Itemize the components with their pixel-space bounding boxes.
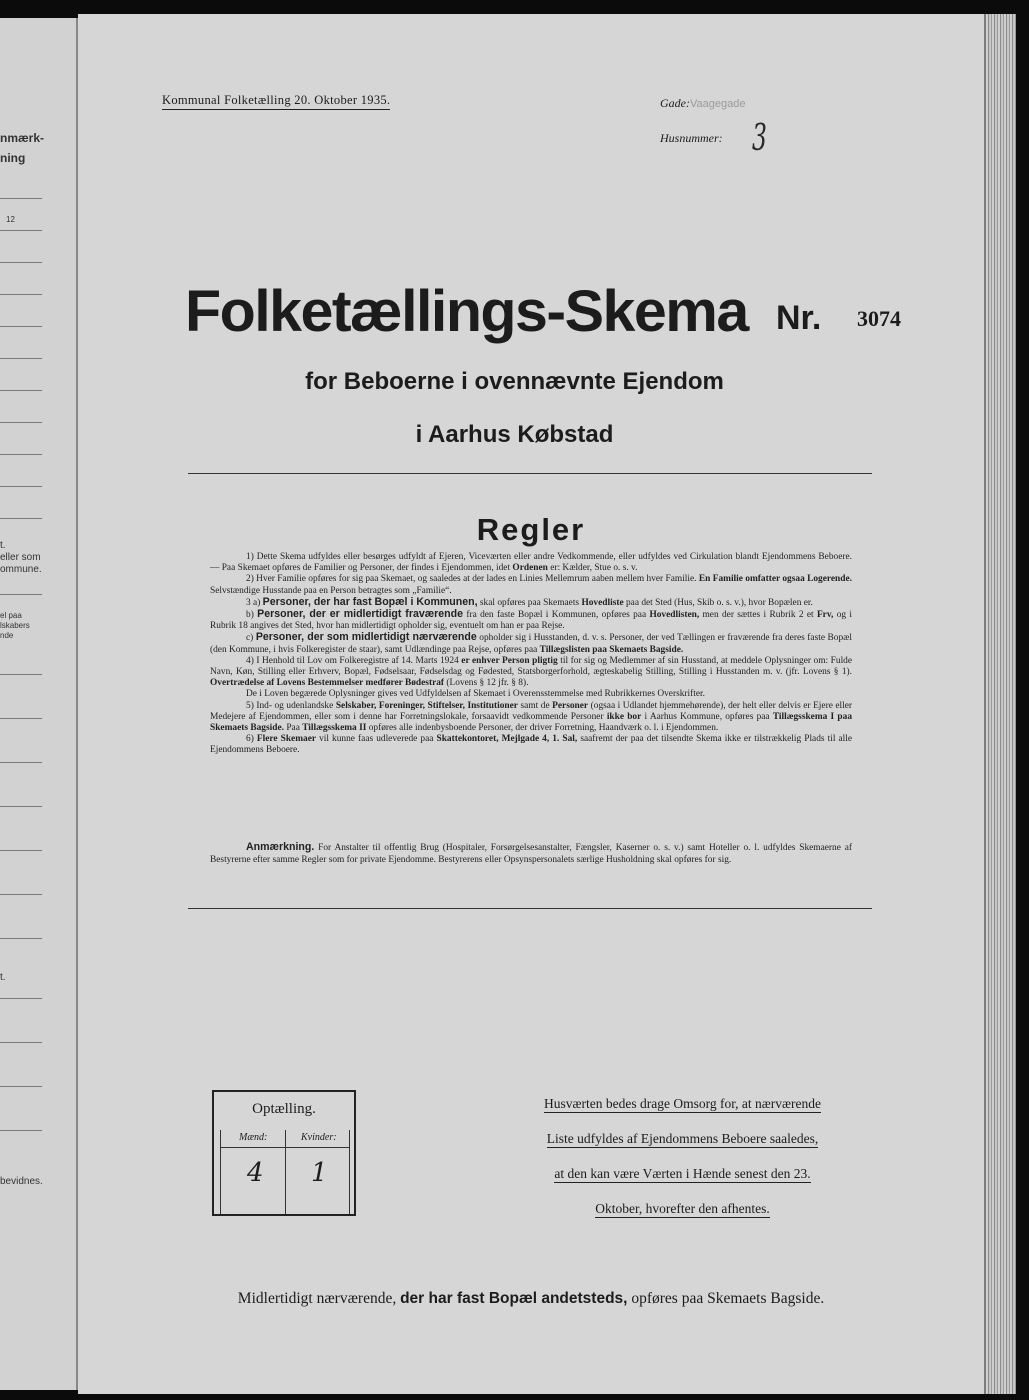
left-page-text: ommune.: [0, 564, 42, 575]
host-notice-line: Liste udfyldes af Ejendommens Beboere saaledes,: [546, 1131, 819, 1146]
rule-4: 4) I Henhold til Lov om Folkeregistre af 14. Marts 1924 er enhver Person pligtig til for sig og Medlemmer af sin Husstand, at meddele Oplysninger om: Fulde Navn, Køn, Stilling eller Erhverv, Bopæl, Fødselsaar, Fødselsdag og Fødested, Statsborgerforhold, ægteskabelig Stilling, Stilling i Husstanden m. v. (jfr. Lovens § 1). Overtrædelse af Lovens Bestemmelser medfører Bødestraf (Lovens § 12 jfr. § 8).: [210, 655, 853, 689]
rule-5: 5) Ind- og udenlandske Selskaber, Foreninger, Stiftelser, Institutioner samt de Personer (ogsaa i Udlandet hjemmehørende), der helt eller delvis er Ejere eller Medejere af Ejendommen, eller som i denne har Forretningslokale, forsaavidt vedkommende Personer ikke bor i Aarhus Kommune, opføres paa Tillægsskema I paa Skemaets Bagside. Paa Tillægsskema II opføres alle indenbysboende Personer, der driver Forretning, Haandværk o. l. i Ejendommen.: [210, 700, 853, 734]
rule-3b: b) Personer, der er midlertidigt fraværende fra den faste Bopæl i Kommunen, opføres paa Hovedlisten, men der sættes i Rubrik 2 et Frv, og i Rubrik 18 angives det Sted, hvor han midlertidigt opholder sig, eventuelt om han er paa Rejse.: [210, 608, 852, 632]
annotation-label: Anmærkning.: [246, 841, 315, 853]
rules-body: [210, 552, 852, 757]
rule-1: 1) Dette Skema udfyldes eller besørges udfyldt af Ejeren, Viceværten eller andre Vedkommende, eller udfyldes ved Cirkulation blandt Ejendommens Beboere. — Paa Skemaet opføres de Familier og Personer, der findes i Ejendommen, idet Ordenen er: Kælder, Stue o. s. v.: [210, 552, 852, 574]
host-notice-line: Oktober, hvorefter den afhentes.: [595, 1201, 770, 1216]
left-page-label: ning: [0, 151, 26, 165]
left-page-text: t.: [0, 972, 6, 983]
left-page-text: bevidnes.: [0, 1176, 43, 1187]
annotation-note: [210, 842, 852, 866]
rule-6: 6) Flere Skemaer vil kunne faas udleverede paa Skattekontoret, Mejlgade 4, 1. Sal, saafremt der paa det tilsendte Skema ikke er tilstrækkelig Plads til alle Ejendommens Beboere.: [210, 734, 853, 756]
left-page-text: lskabers: [0, 621, 30, 630]
left-page-edge: [0, 18, 78, 1390]
street-label: Gade:: [660, 96, 690, 110]
rule-2: 2) Hver Familie opføres for sig paa Skemaet, og saaledes at der lades en Linies Mellemrum aaben mellem hver Familie. En Familie omfatter ogsaa Logerende. Selvstændige Husstande paa en Person betragtes som „Familie“.: [210, 574, 852, 596]
divider: [188, 473, 872, 474]
count-box: [212, 1090, 356, 1216]
left-page-text: t.: [0, 540, 6, 551]
form-number-label: Nr.: [776, 299, 822, 337]
host-notice-line: at den kan være Værten i Hænde senest den 23.: [554, 1166, 811, 1181]
count-box-grid: [220, 1130, 350, 1214]
men-count: 4: [247, 1158, 264, 1188]
rule-4-extra: De i Loven begærede Oplysninger gives ved Udfyldelsen af Skemaet i Overensstemmelse med Rubrikkernes Overskrifter.: [246, 689, 705, 700]
left-page-text: nde: [0, 631, 14, 640]
census-header: Kommunal Folketælling 20. Oktober 1935.: [162, 93, 390, 110]
house-number-label: Husnummer:: [660, 131, 723, 145]
street-field: [660, 96, 745, 111]
footer-note: Midlertidigt nærværende, der har fast Bopæl andetsteds, opføres paa Skemaets Bagside.: [237, 1290, 825, 1307]
house-number-value: 3: [752, 118, 767, 159]
women-count: 1: [311, 1158, 328, 1188]
annotation-text: For Anstalter til offentlig Brug (Hospitaler, Forsørgelsesanstalter, Fængsler, Kaserner o. s. v.) samt Hoteller o. l. udfyldes Skemaerne af Bestyrerne efter samme Regler som for private Ejendomme. Bestyrerens eller Opsynspersonalets særlige Husholdning skal opføres for sig.: [210, 843, 852, 865]
street-value: Vaagegade: [690, 98, 746, 110]
form-subtitle: for Beboerne i ovennævnte Ejendom: [305, 368, 724, 395]
left-page-col-no: 12: [6, 215, 15, 224]
rule-3c: c) Personer, der som midlertidigt nærværende opholder sig i Husstanden, d. v. s. Personer, der ved Tællingen er fraværende fra deres faste Bopæl (den Kommune, i hvis Folkeregister de staar), samt Udlændinge paa Rejse, opføres paa Tillægslisten paa Skemaets Bagside.: [210, 631, 853, 655]
rules-heading: Regler: [476, 512, 586, 547]
form-title: Folketællings-Skema: [185, 279, 748, 344]
host-notice: [510, 1096, 855, 1236]
left-page-text: el paa: [0, 611, 22, 620]
women-label: Kvinder:: [301, 1132, 337, 1143]
count-box-title: Optælling.: [252, 1101, 316, 1117]
left-page-text: eller som: [0, 552, 41, 563]
left-page-label: nmærk-: [0, 131, 45, 145]
divider: [188, 908, 872, 909]
form-subtitle-city: i Aarhus Købstad: [415, 421, 614, 448]
rule-3a: 3 a) Personer, der har fast Bopæl i Kommunen, skal opføres paa Skemaets Hovedliste paa det Sted (Hus, Skib o. s. v.), hvor Bopælen er.: [246, 595, 813, 608]
stacked-page-edges: [986, 14, 1016, 1394]
form-number-value: 3074: [857, 306, 901, 331]
men-label: Mænd:: [239, 1132, 268, 1143]
host-notice-line: Husværten bedes drage Omsorg for, at nærværende: [543, 1096, 822, 1111]
